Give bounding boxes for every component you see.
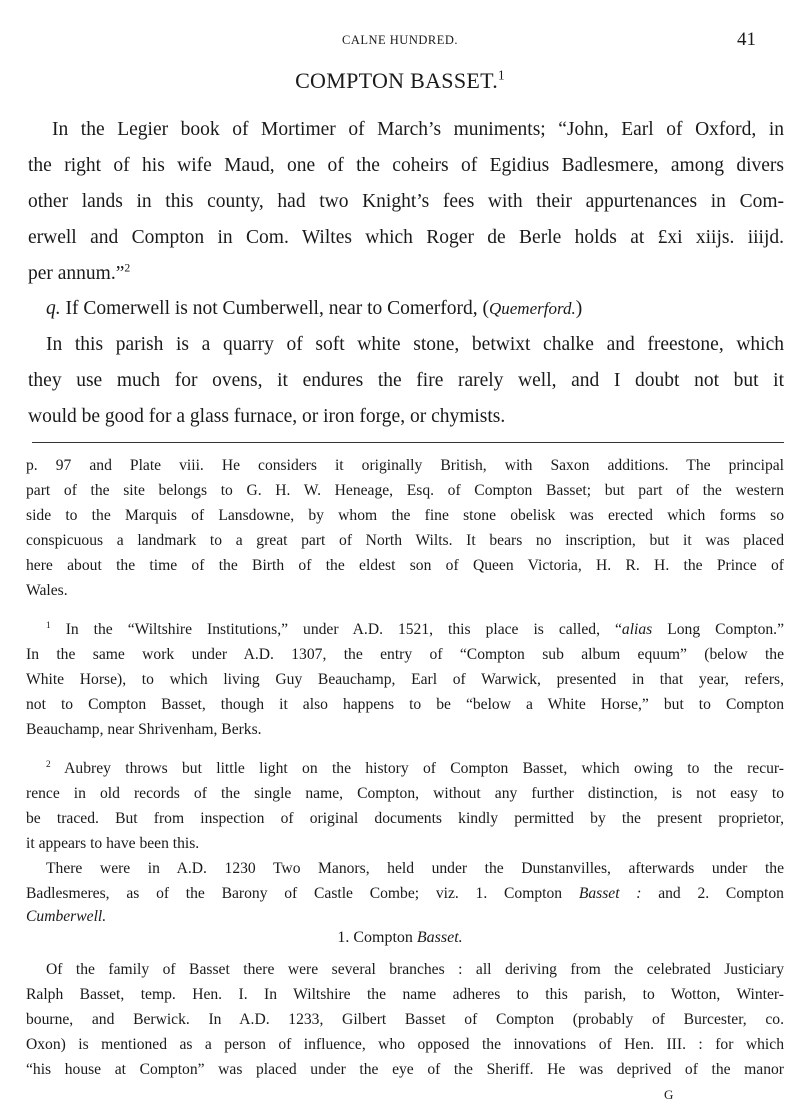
section-line1: Of the family of Basset there were several branches : all deriving from the celebrated Justiciary — [46, 961, 784, 978]
footnote2-line2: rence in old records of the single name, Compton, without any further distinction, is not easy to — [26, 785, 784, 802]
paren-open: ( — [482, 298, 489, 319]
footnote-divider — [32, 442, 784, 443]
query-text: If Comerwell is not Cumberwell, near to Comerford, — [65, 298, 478, 319]
manors-text-b: and 2. Compton — [641, 885, 784, 902]
query-italic: Quemerford. — [488, 299, 576, 318]
section-heading-text: 1. Compton — [337, 929, 417, 946]
manors-italic-2: Cumberwell. — [26, 908, 107, 925]
main-para3-line1: In this parish is a quarry of soft white stone, betwixt chalke and freestone, which — [46, 334, 784, 355]
footnote1-line1 — [46, 621, 784, 639]
running-head: CALNE HUNDRED. — [341, 33, 459, 47]
footnote2-line1 — [46, 760, 784, 778]
manors-line1: There were in A.D. 1230 Two Manors, held under the Dunstanvilles, afterwards under the — [46, 860, 784, 877]
manors-line3 — [26, 908, 106, 926]
main-para1-line2: the right of his wife Maud, one of the coheirs of Egidius Badlesmere, among divers — [28, 155, 784, 176]
section-line5: “his house at Compton” was placed under the eye of the Sheriff. He was deprived of the manor — [26, 1061, 784, 1078]
section-heading — [0, 929, 800, 947]
page-title — [0, 68, 800, 94]
paren-close: ) — [575, 298, 583, 319]
footnote1-text-a: In the “Wiltshire Institutions,” under A.D. 1521, this place is called, “ — [65, 621, 622, 638]
footnote1-line4: not to Compton Basset, though it also happens to be “below a White Horse,” but to Compton — [26, 696, 784, 713]
footnote1-marker: 1 — [46, 620, 51, 631]
footnote2-line4: it appears to have been this. — [26, 835, 200, 852]
signature-mark: G — [664, 1087, 674, 1102]
footnote-ref-2: 2 — [124, 261, 131, 275]
manors-line2 — [26, 885, 784, 903]
manors-text-a: Badlesmeres, as of the Barony of Castle Combe; viz. 1. Compton — [26, 885, 579, 902]
footnote2-text: Aubrey throws but little light on the history of Compton Basset, which owing to the recur- — [64, 760, 784, 777]
section-line2: Ralph Basset, temp. Hen. I. In Wiltshire the name adheres to this parish, to Wotton, Winter- — [26, 986, 784, 1003]
main-para3-line3: would be good for a glass furnace, or iron forge, or chymists. — [28, 406, 506, 427]
note-cont-line2: part of the site belongs to G. H. W. Heneage, Esq. of Compton Basset; but part of the western — [26, 482, 784, 499]
section-line4: Oxon) is mentioned as a person of influence, who opposed the innovations of Hen. III. : for which — [26, 1036, 784, 1053]
footnote1-italic: alias — [621, 621, 653, 638]
para1-end: per annum.” — [28, 263, 125, 284]
note-cont-line5: here about the time of the Birth of the eldest son of Queen Victoria, H. R. H. the Prince of — [26, 557, 784, 574]
footnote1-line3: White Horse), to which living Guy Beauchamp, Earl of Warwick, presented in that year, refers, — [26, 671, 784, 688]
main-para3-line2: they use much for ovens, it endures the fire rarely well, and I doubt not but it — [28, 370, 784, 391]
note-cont-line3: side to the Marquis of Lansdowne, by whom the fine stone obelisk was erected which forms so — [26, 507, 784, 524]
note-cont-line1: p. 97 and Plate viii. He considers it originally British, with Saxon additions. The principal — [26, 457, 784, 474]
manors-italic: Basset : — [578, 885, 642, 902]
main-para1-line1: In the Legier book of Mortimer of March’s muniments; “John, Earl of Oxford, in — [52, 119, 784, 140]
main-para1-line4: erwell and Compton in Com. Wiltes which Roger de Berle holds at £xi xiijs. iiijd. — [28, 227, 784, 248]
footnote2-line3: be traced. But from inspection of original documents kindly permitted by the present proprietor, — [26, 810, 784, 827]
main-para1-line3: other lands in this county, had two Knight’s fees with their appurtenances in Com- — [28, 191, 784, 212]
main-query-line — [46, 298, 582, 320]
title-text: COMPTON BASSET. — [295, 68, 499, 93]
section-heading-italic: Basset. — [416, 929, 463, 946]
query-marker: q. — [46, 298, 61, 319]
note-cont-line6: Wales. — [26, 582, 68, 599]
footnote-ref-1: 1 — [498, 67, 505, 83]
section-line3: bourne, and Berwick. In A.D. 1233, Gilbert Basset of Compton (probably of Burcester, co. — [26, 1011, 784, 1028]
footnote1-text-b: Long Compton.” — [652, 621, 784, 638]
footnote2-marker: 2 — [46, 759, 51, 770]
main-para1-line5 — [28, 263, 130, 285]
page-number: 41 — [737, 29, 756, 50]
footnote1-line2: In the same work under A.D. 1307, the entry of “Compton sub album equum” (below the — [26, 646, 784, 663]
note-cont-line4: conspicuous a landmark to a great part of North Wilts. It bears no inscription, but it was placed — [26, 532, 784, 549]
footnote1-line5: Beauchamp, near Shrivenham, Berks. — [26, 721, 262, 738]
